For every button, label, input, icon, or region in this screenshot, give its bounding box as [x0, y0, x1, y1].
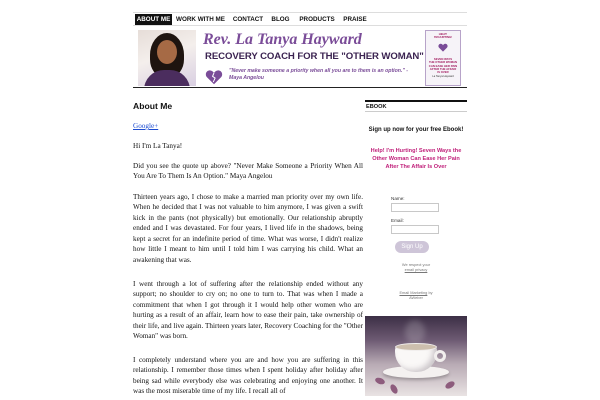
book-line: SEVEN WAYS	[433, 56, 453, 61]
banner-title: Rev. La Tanya Hayward	[203, 31, 362, 48]
teacup-image	[365, 316, 467, 396]
nav-item-work-with-me[interactable]: WORK WITH ME	[176, 16, 225, 23]
nav-item-contact[interactable]: CONTACT	[232, 16, 264, 23]
book-line: HELP!	[438, 32, 448, 36]
book-author: La Tanya Hayward	[432, 74, 454, 78]
privacy-link[interactable]: email privacy	[404, 267, 428, 272]
name-field[interactable]	[391, 203, 439, 212]
page-title: About Me	[133, 101, 173, 111]
header-banner[interactable]	[133, 28, 467, 88]
email-field[interactable]	[391, 225, 439, 234]
widget-title: EBOOK	[365, 100, 467, 112]
paragraph: Did you see the quote up above? "Never Make Someone a Priority When All You Are To Them Is An Option." Maya Angelou	[133, 162, 363, 181]
profile-photo	[138, 30, 196, 86]
book-line: AFTER THE AFFAIR	[429, 67, 457, 72]
banner-quote: "Never make someone a priority when all you are to them is an option." - Maya Angelou	[229, 68, 409, 81]
book-line: IS OVER	[437, 70, 449, 75]
name-label: Name:	[391, 196, 405, 201]
broken-heart-icon	[205, 69, 223, 85]
ebook-cover	[425, 30, 461, 86]
paragraph: Hi I'm La Tanya!	[133, 142, 183, 150]
email-label: Email:	[391, 218, 404, 223]
paragraph: I went through a lot of suffering after the relationship ended without any support; no shoulder to cry on; no one to turn to. That was when I made a commitment that when I got through it I would help other women who are hurting as a result of an affair, learn how to ease their pain, take ownership of their life, and live again. Thirteen years later, Recovery Coaching for the "Other Woman" was born.	[133, 280, 363, 341]
powered-by	[379, 290, 453, 300]
book-line: CAN EASE HER PAIN	[428, 63, 458, 68]
main-nav	[133, 12, 467, 26]
ebook-title: Help! I'm Hurting! Seven Ways the Other Woman Can Ease Her Pain After The Affair Is Over	[370, 148, 462, 170]
aweber-brand: AWeber	[409, 295, 423, 300]
book-line: I'M HURTING!	[433, 35, 453, 40]
paragraph: I completely understand where you are and how you are suffering in this relationship. I remember those times when I spent holiday after holiday after being sad while everybody else was celebrating and enjoying one another. It was the most miserable time of my life. I recall all of	[133, 356, 363, 396]
book-line: THE OTHER WOMAN	[428, 60, 458, 65]
banner-subtitle: RECOVERY COACH FOR THE "OTHER WOMAN"	[205, 51, 424, 62]
nav-item-products[interactable]: PRODUCTS	[299, 16, 335, 23]
paragraph: Thirteen years ago, I chose to make a married man priority over my own life. When he decided that I was not valuable to him anymore, I was given a swift kick in the pants (not physically) but emotionally. Our relationship abruptly ended and I was devastated. For four years, I lived life in the shadows, being kept a secret for an indefinite period of time. What was worse, I didn't realize how little I meant to him until I told him I was carrying his child. What an awakening that was.	[133, 193, 363, 264]
broken-heart-icon	[438, 43, 448, 52]
page-wrapper	[133, 0, 467, 400]
signup-heading: Sign up now for your free Ebook!	[368, 127, 464, 133]
google-plus-link[interactable]: Google+	[133, 122, 159, 130]
nav-item-about-me[interactable]: ABOUT ME	[136, 16, 171, 23]
nav-item-praise[interactable]: PRAISE	[343, 16, 367, 23]
email-marketing-link[interactable]: Email Marketing	[399, 290, 428, 295]
nav-item-blog[interactable]: BLOG	[271, 16, 290, 23]
privacy-note	[379, 262, 453, 272]
privacy-text: We respect your	[401, 262, 431, 267]
powered-by-text: by	[428, 290, 433, 295]
signup-button[interactable]: Sign Up	[395, 241, 429, 253]
